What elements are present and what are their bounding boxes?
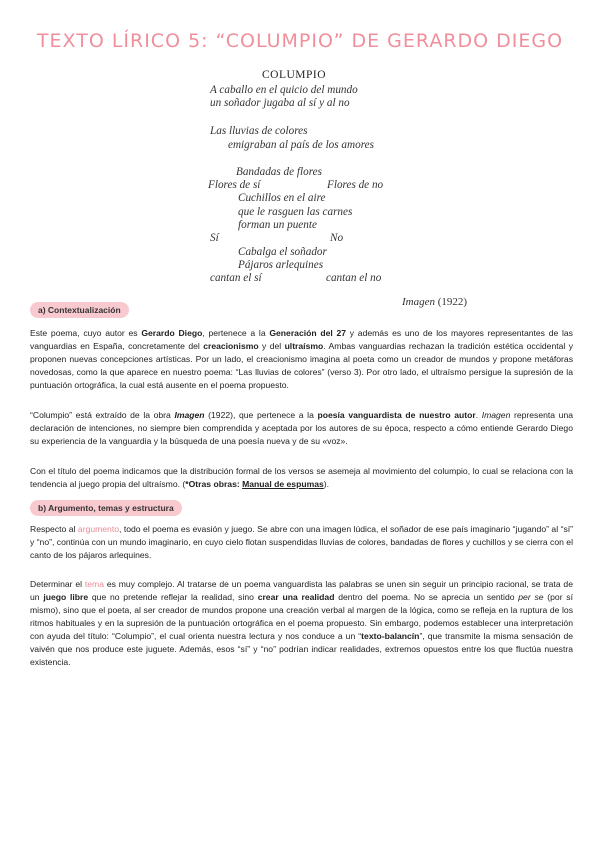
poem-line: un soñador jugaba al sí y al no (210, 97, 350, 109)
paragraph-argumento: Respecto al argumento, todo el poema es evasión y juego. Se abre con una imagen lúdica, el soñador de ese país imaginario “jugando” al “sí” y “no”, continúa con un mundo imaginario, en cuyo cielo flotan suspendidas lluvias de colores, bandadas de flores y cuchillos y se cierra con el canto de los pájaros arlequines. (30, 524, 573, 560)
poem-line: que le rasguen las carnes (238, 206, 353, 218)
paragraph-contextualizacion-2: “Columpio” está extraído de la obra Imagen (1922), que pertenece a la poesía vanguardista de nuestro autor. Imagen representa una declaración de intenciones, no siempre bien comprendida y aceptada por los autores de su época, respecto a cómo entiende Gerardo Diego su experiencia de la vanguardia y la búsqueda de una poesía nueva y de su «voz». (30, 410, 574, 446)
source-work: Imagen (402, 296, 435, 308)
poem-line: forman un puente (238, 219, 317, 231)
page-title: TEXTO LÍRICO 5: “COLUMPIO” DE GERARDO DIEGO (36, 30, 564, 52)
poem-line: Flores de no (327, 179, 384, 191)
poem-line: Flores de sí (208, 179, 261, 191)
poem-line: Bandadas de flores (236, 166, 322, 178)
poem-line: Cabalga el soñador (238, 246, 327, 258)
poem-line: No (330, 232, 344, 244)
poem-line: cantan el no (326, 272, 382, 284)
poem-source (402, 296, 467, 308)
poem-line: Las lluvias de colores (210, 125, 308, 137)
poem-line: Pájaros arlequines (238, 259, 324, 271)
paragraph-tema: Determinar el tema es muy complejo. Al tratarse de un poema vanguardista las palabras se unen sin seguir un principio racional, se trata de un juego libre que no pretende reflejar la realidad, sino crear una realidad dentro del poema. No se aprecia un sentido per se (por sí mismo), sino que el poeta, al ser creador de mundos propone una creación verbal al margen de la lógica, como se refleja en la ruptura de los ritmos habituales y en la supresión de la puntuación ortográfica en el poema propuesto. Sin embargo, podemos establecer una interpretación con ayuda del título: “Columpio”, el cual orienta nuestra lectura y nos conduce a un “texto-balancín”, que transmite la misma sensación de vaivén que nos produce este juguete. Además, esos “sí” y “no” podrían indicar realidades, extremos opuestos entre los que fluctúa nuestra existencia. (30, 579, 573, 667)
source-year: (1922) (437, 296, 468, 308)
poem-line: Cuchillos en el aire (238, 192, 326, 204)
poem-line: emigraban al país de los amores (228, 139, 374, 151)
poem-title: COLUMPIO (262, 69, 327, 81)
poem-line: Sí (210, 232, 219, 244)
poem-line: cantan el sí (210, 272, 262, 284)
section-a-badge: a) Contextualización (30, 302, 129, 318)
poem-line: A caballo en el quicio del mundo (210, 84, 358, 96)
paragraph-contextualizacion-3: Con el título del poema indicamos que la distribución formal de los versos se asemeja al movimiento del columpio, lo cual se relaciona con la tendencia al juego propia del ultraísmo. (*Otras obras: Manual de espumas). (30, 466, 573, 489)
section-b-badge: b) Argumento, temas y estructura (30, 500, 182, 516)
paragraph-contextualizacion-1: Este poema, cuyo autor es Gerardo Diego, pertenece a la Generación del 27 y además es uno de los mayores representantes de las vanguardias en España, concretamente del creacionismo y del ultraísmo. Ambas vanguardias rechazan la tradición estética occidental y proponen nuevas concepciones artísticas. Por un lado, el creacionismo imagina al poeta como un creador de mundos y propone metáforas novedosas, como la que aparece en nuestro poema: “Las lluvias de colores” (verso 3). Por otro lado, el ultraísmo persigue la supresión de la puntuación ortográfica, la cual está ausente en el poema propuesto. (30, 328, 574, 390)
